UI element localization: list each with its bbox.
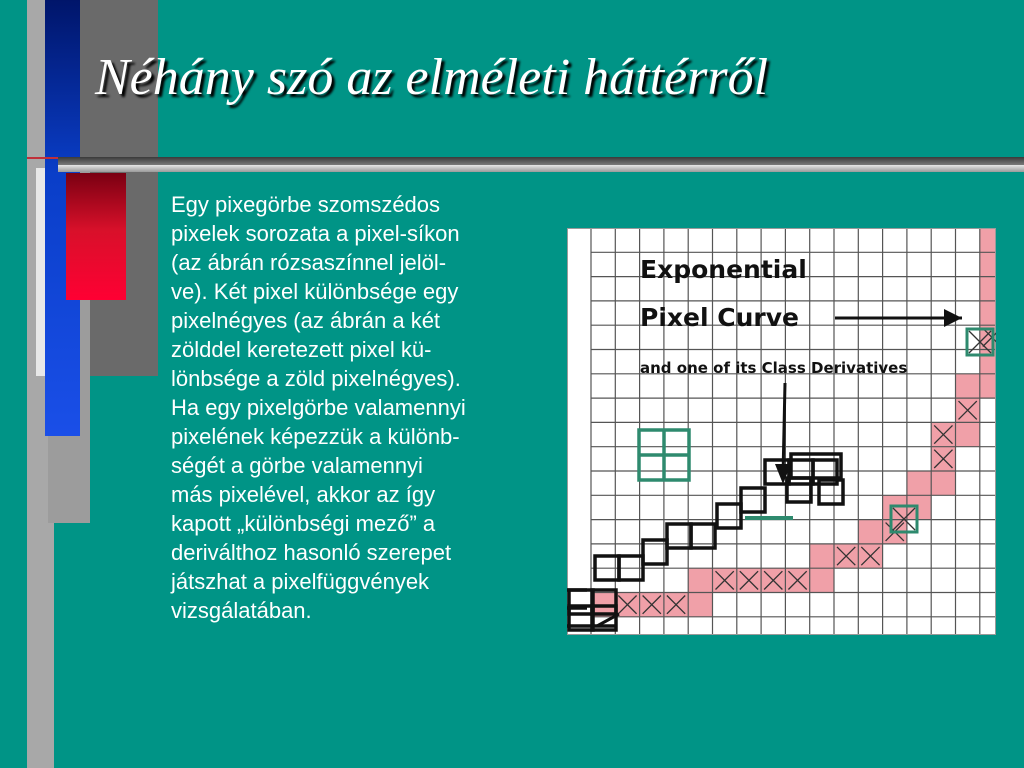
body-paragraph — [171, 190, 561, 625]
title-divider-dark — [58, 157, 1024, 165]
body-line: ve). Két pixel különbsége egy — [171, 279, 459, 304]
body-line: deriválthoz hasonló szerepet — [171, 540, 452, 565]
pixel-curve-figure — [567, 228, 996, 635]
curve-pixel — [980, 374, 996, 398]
body-line: pixelek sorozata a pixel-síkon — [171, 221, 460, 246]
curve-pixel — [810, 568, 834, 592]
curve-pixel — [858, 520, 882, 544]
decor-bar-red — [66, 173, 126, 300]
derivative-square — [717, 504, 741, 528]
body-line: játszhat a pixelfüggvények — [171, 569, 430, 594]
curve-pixel — [956, 422, 980, 446]
body-line: kapott „különbségi mező” a — [171, 511, 436, 536]
title-divider-light — [58, 165, 1024, 172]
page-title: Néhány szó az elméleti háttérről — [95, 49, 769, 106]
curve-pixel — [688, 593, 712, 617]
curve-pixel — [956, 374, 980, 398]
derivative-square — [569, 590, 593, 614]
curve-pixel — [980, 277, 996, 301]
curve-pixel — [931, 471, 955, 495]
curve-pixel — [980, 301, 996, 325]
figure-label-line2: Pixel Curve — [640, 303, 799, 332]
curve-pixel — [688, 568, 712, 592]
figure-label-line1: Exponential — [640, 255, 807, 284]
curve-pixel — [810, 544, 834, 568]
body-line: vizsgálatában. — [171, 598, 312, 623]
body-line: ségét a görbe valamennyi — [171, 453, 423, 478]
body-line: zölddel keretezett pixel kü- — [171, 337, 432, 362]
body-line: más pixelével, akkor az így — [171, 482, 436, 507]
body-line: Ha egy pixelgörbe valamennyi — [171, 395, 466, 420]
body-line: pixelének képezzük a különb- — [171, 424, 460, 449]
figure-label-line3: and one of its Class Derivatives — [640, 359, 908, 377]
body-line: (az ábrán rózsaszínnel jelöl- — [171, 250, 447, 275]
curve-pixel — [980, 228, 996, 252]
body-line: Egy pixegörbe szomszédos — [171, 192, 441, 217]
arrow-to-derivative-line — [783, 383, 785, 476]
curve-pixel — [907, 471, 931, 495]
curve-pixel — [980, 252, 996, 276]
body-line: lönbsége a zöld pixelnégyes). — [171, 366, 461, 391]
body-line: pixelnégyes (az ábrán a két — [171, 308, 441, 333]
pixel-curve-diagram — [567, 228, 996, 635]
arrowhead-icon — [944, 309, 962, 327]
